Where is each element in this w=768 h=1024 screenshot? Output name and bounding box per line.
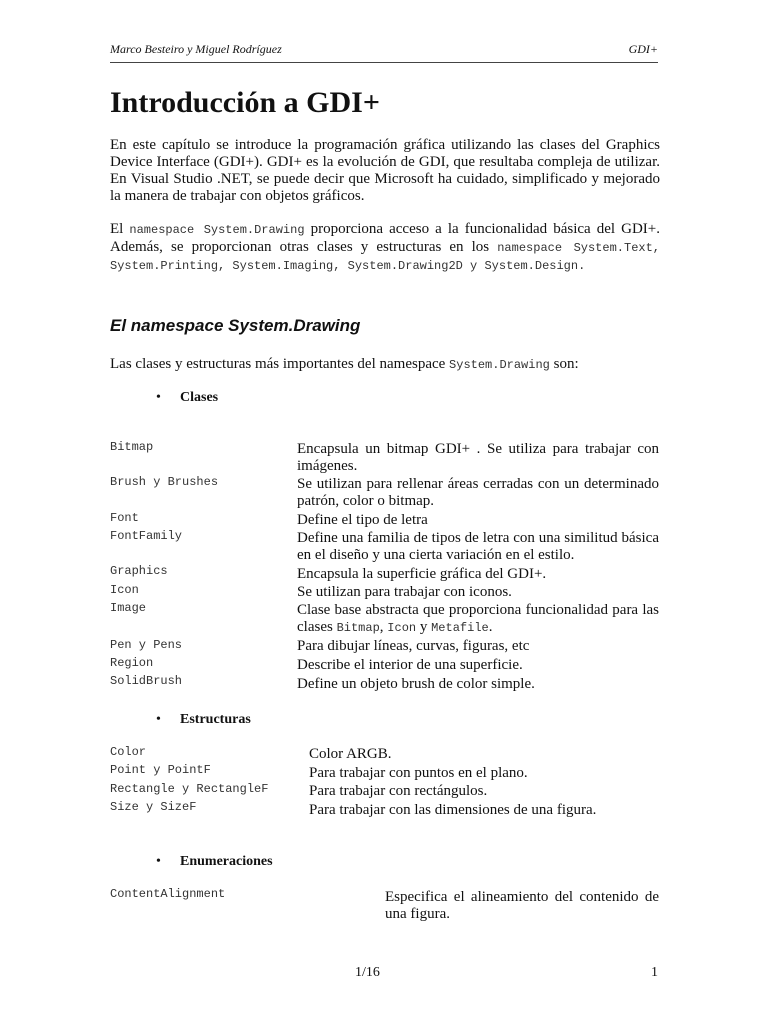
class-description: Se utilizan para trabajar con iconos. xyxy=(297,584,512,600)
image-desc-text-1: Clase base abstracta que proporciona funcionalidad para las clases xyxy=(297,602,659,635)
class-name: Pen y Pens xyxy=(110,638,183,652)
class-description: Para dibujar líneas, curvas, figuras, etc xyxy=(297,638,530,654)
para2-code-1: namespace System.Drawing xyxy=(129,223,305,237)
class-name: Icon xyxy=(110,583,139,597)
struct-name: Color xyxy=(110,745,147,759)
class-name: Bitmap xyxy=(110,440,154,454)
section-intro-text-1: Las clases y estructuras más importantes del namespace xyxy=(110,356,450,372)
image-desc-code-icon: Icon xyxy=(387,621,417,635)
footer-page-of: 1/16 xyxy=(355,965,380,980)
class-name: Brush y Brushes xyxy=(110,475,219,489)
bullet-icon: • xyxy=(156,712,161,727)
structs-heading xyxy=(156,712,251,728)
image-desc-code-metafile: Metafile xyxy=(431,621,489,635)
section-intro-code: System.Drawing xyxy=(449,358,550,372)
class-name: SolidBrush xyxy=(110,674,183,688)
struct-description: Para trabajar con rectángulos. xyxy=(309,783,488,799)
image-desc-text-4: . xyxy=(488,619,493,635)
class-description: Encapsula un bitmap GDI+ . Se utiliza para trabajar con imágenes. xyxy=(297,441,659,474)
header-topic: GDI+ xyxy=(628,42,658,56)
class-name: Region xyxy=(110,656,154,670)
section-intro xyxy=(110,356,579,374)
image-desc-code-bitmap: Bitmap xyxy=(336,621,380,635)
structs-heading-label: Estructuras xyxy=(180,712,251,727)
struct-description: Color ARGB. xyxy=(309,746,392,762)
enum-description: Especifica el alineamiento del contenido de una figura. xyxy=(385,889,659,922)
bullet-icon: • xyxy=(156,390,161,405)
footer-page-number: 1 xyxy=(651,965,658,980)
enum-name: ContentAlignment xyxy=(110,887,226,901)
class-name: Graphics xyxy=(110,564,168,578)
class-description: Describe el interior de una superficie. xyxy=(297,657,523,673)
para2-code-2: namespace System.Text, System.Printing, System.Imaging, System.Drawing2D y System.Design. xyxy=(110,241,660,273)
para2-text-1: El xyxy=(110,221,130,237)
struct-name: Point y PointF xyxy=(110,763,211,777)
enums-heading xyxy=(156,854,273,870)
struct-description: Para trabajar con puntos en el plano. xyxy=(309,765,528,781)
class-name: Image xyxy=(110,601,147,615)
class-name: FontFamily xyxy=(110,529,183,543)
class-description: Encapsula la superficie gráfica del GDI+. xyxy=(297,566,547,582)
namespace-paragraph xyxy=(110,221,660,275)
para2-text-2: proporciona acceso a la funcionalidad básica del GDI+. Además, se proporcionan otras clases y estructuras en los xyxy=(110,221,660,255)
struct-description: Para trabajar con las dimensiones de una figura. xyxy=(309,802,597,818)
page-title: Introducción a GDI+ xyxy=(110,86,380,119)
classes-heading-label: Clases xyxy=(180,390,219,405)
intro-paragraph: En este capítulo se introduce la programación gráfica utilizando las clases del Graphics Device Interface (GDI+). GDI+ es la evolución de GDI, que resultaba compleja de utilizar. En Visual Studio .NET, se puede decir que Microsoft ha cuidado, simplificado y mejorado la manera de trabajar con objetos gráficos. xyxy=(110,137,660,204)
header-authors: Marco Besteiro y Miguel Rodríguez xyxy=(110,42,282,56)
bullet-icon: • xyxy=(156,854,161,869)
image-desc-text-3: y xyxy=(416,619,432,635)
image-desc-text-2: , xyxy=(379,619,388,635)
section-title: El namespace System.Drawing xyxy=(110,316,361,335)
struct-name: Rectangle y RectangleF xyxy=(110,782,269,796)
classes-heading xyxy=(156,390,218,406)
class-description: Define una familia de tipos de letra con una similitud básica en el diseño y una cierta variación en el estilo. xyxy=(297,530,659,563)
class-description xyxy=(297,602,659,637)
section-intro-text-2: son: xyxy=(549,356,579,372)
class-description: Define el tipo de letra xyxy=(297,512,428,528)
class-description: Se utilizan para rellenar áreas cerradas con un determinado patrón, color o bitmap. xyxy=(297,476,659,509)
class-name: Font xyxy=(110,511,139,525)
enums-heading-label: Enumeraciones xyxy=(180,854,273,869)
header-divider xyxy=(110,62,658,63)
class-description: Define un objeto brush de color simple. xyxy=(297,676,535,692)
struct-name: Size y SizeF xyxy=(110,800,197,814)
